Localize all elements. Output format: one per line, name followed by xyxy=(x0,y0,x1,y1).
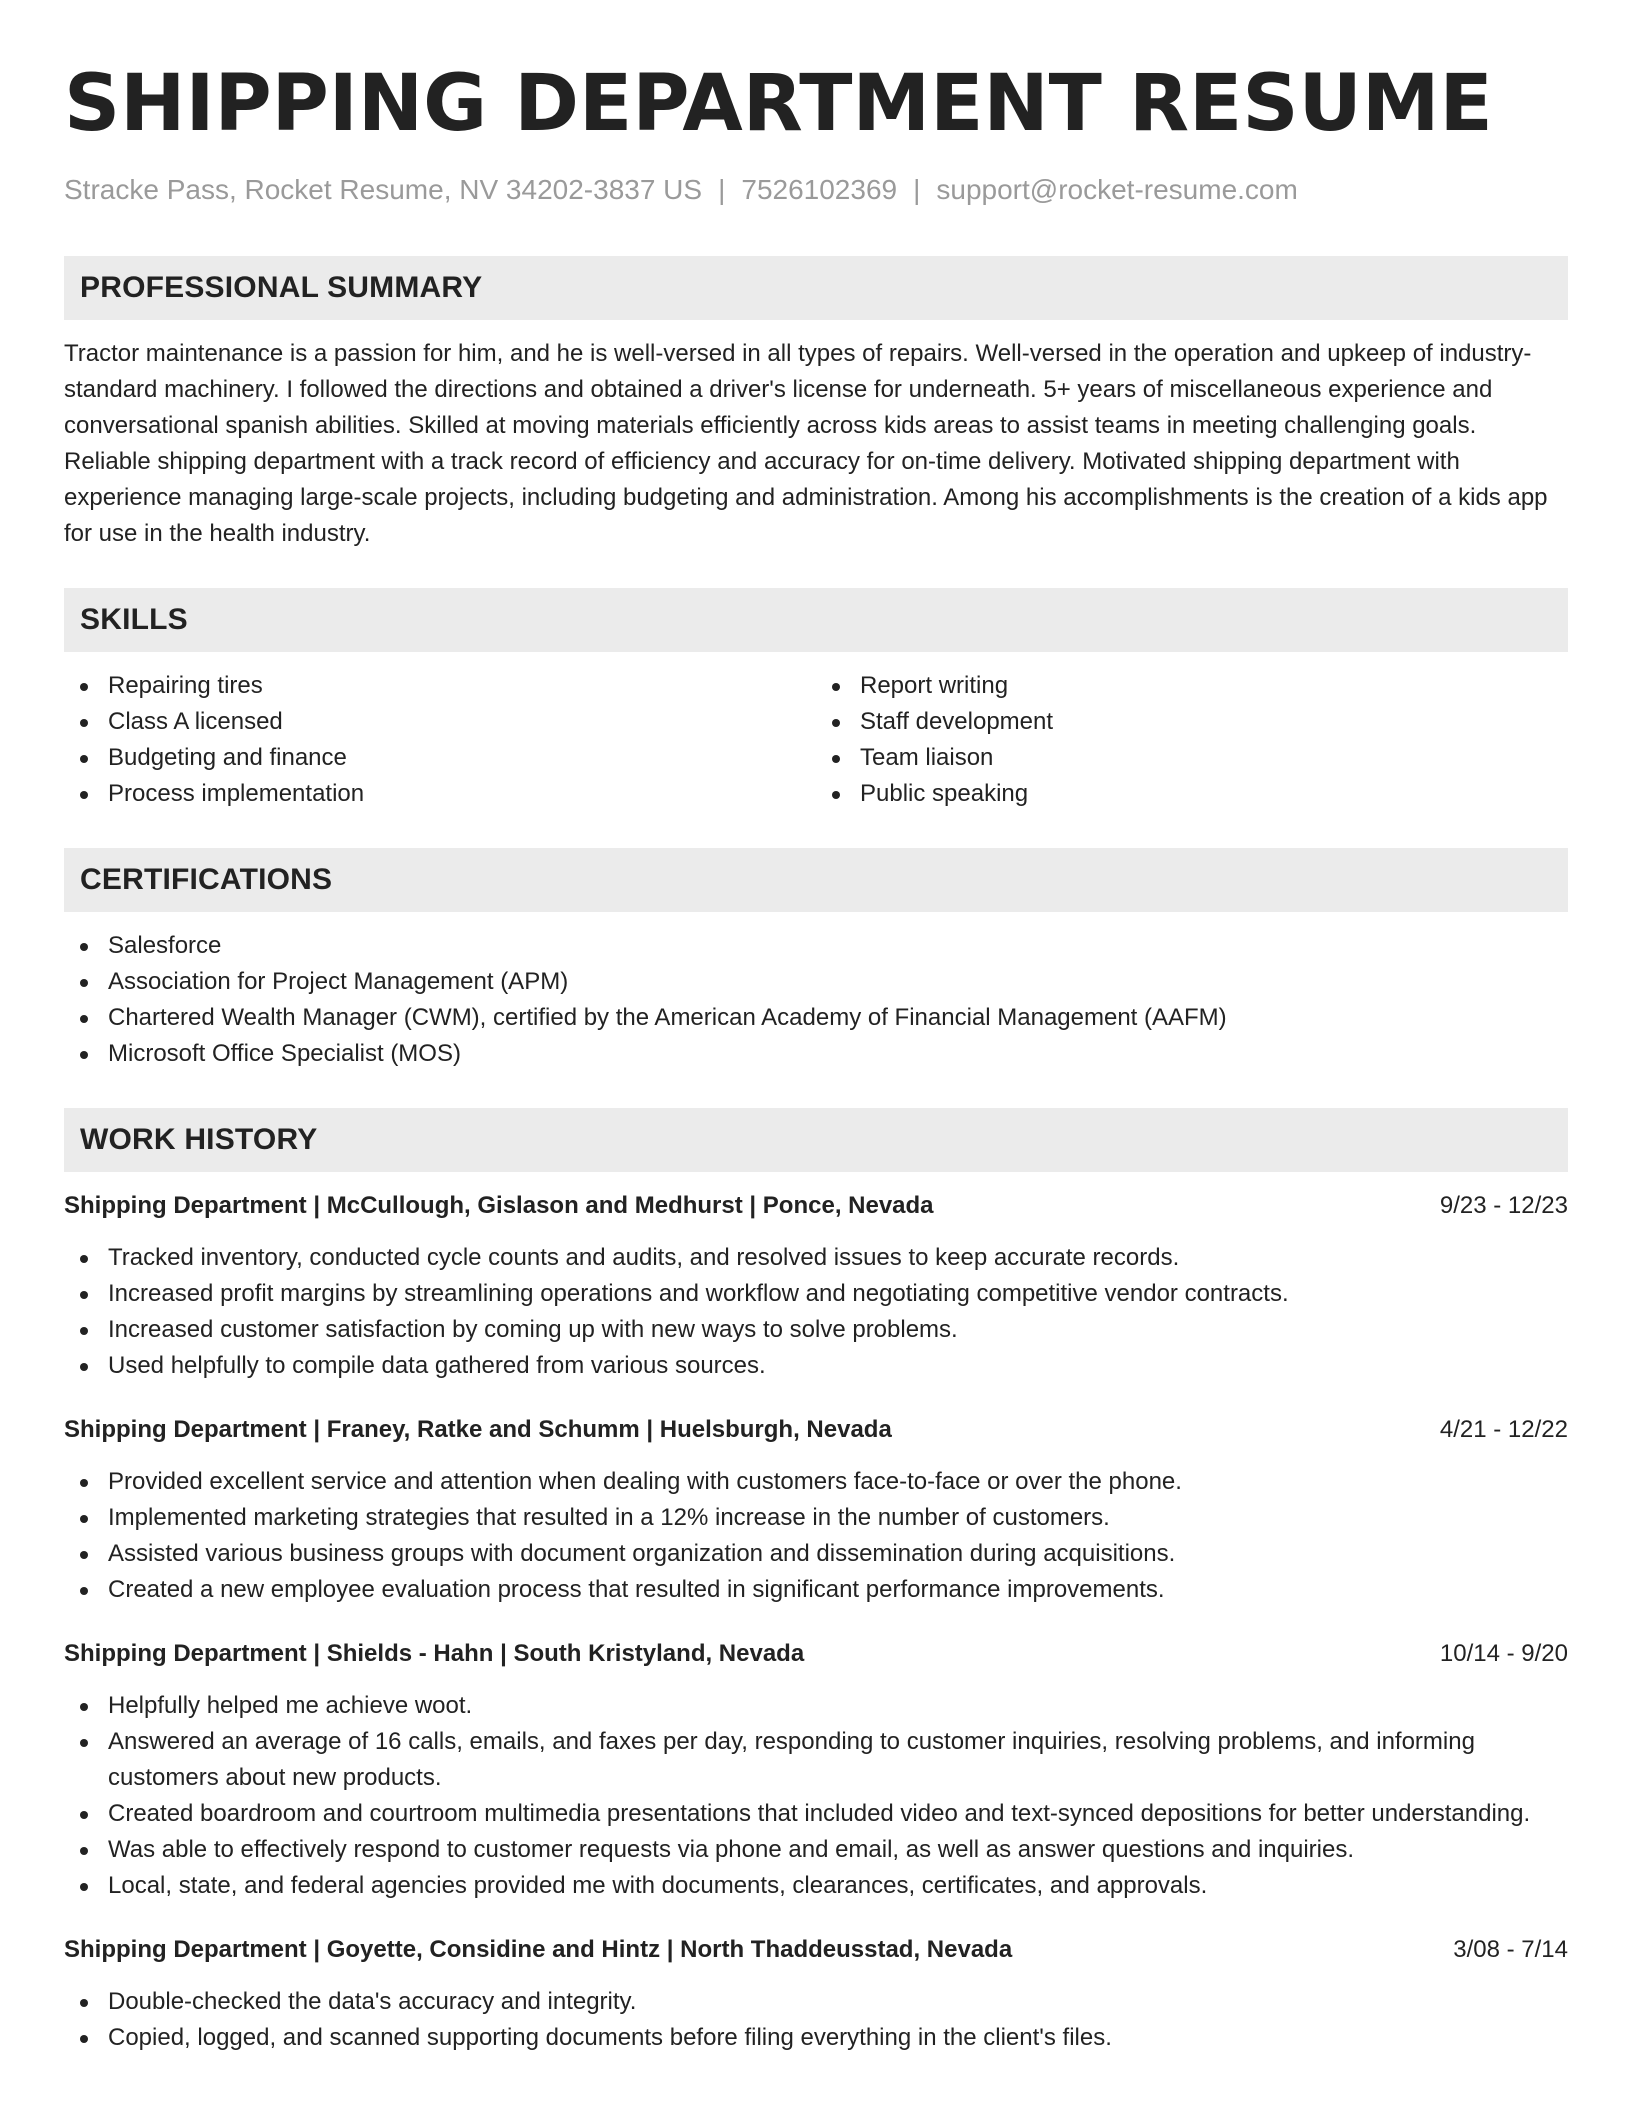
job-bullets xyxy=(64,1984,1568,2056)
job-bullet: Increased customer satisfaction by coming up with new ways to solve problems. xyxy=(64,1312,1568,1348)
contact-phone: 7526102369 xyxy=(741,174,898,205)
certification-item: Microsoft Office Specialist (MOS) xyxy=(64,1036,1568,1072)
job-entry xyxy=(64,1412,1568,1608)
job-bullet: Implemented marketing strategies that resulted in a 12% increase in the number of customers. xyxy=(64,1500,1568,1536)
skills-grid xyxy=(64,668,1568,812)
contact-email: support@rocket-resume.com xyxy=(936,174,1298,205)
job-bullets xyxy=(64,1240,1568,1384)
skill-item: Process implementation xyxy=(64,776,816,812)
skills-list-left xyxy=(64,668,816,812)
job-heading: Shipping Department | Goyette, Considine and Hintz | North Thaddeusstad, Nevada xyxy=(64,1936,1013,1963)
skill-item: Class A licensed xyxy=(64,704,816,740)
summary-text: Tractor maintenance is a passion for him, and he is well-versed in all types of repairs. Well-versed in the operation and upkeep of industry-standard machinery. I followed the directions and obtained a driver's license for underneath. 5+ years of miscellaneous experience and conversational spanish abilities. Skilled at moving materials efficiently across kids areas to assist teams in meeting challenging goals. Reliable shipping department with a track record of efficiency and accuracy for on-time delivery. Motivated shipping department with experience managing large-scale projects, including budgeting and administration. Among his accomplishments is the creation of a kids app for use in the health industry. xyxy=(64,340,1548,547)
contact-separator: | xyxy=(718,174,726,205)
job-bullet: Was able to effectively respond to customer requests via phone and email, as well as answer questions and inquiries. xyxy=(64,1832,1568,1868)
resume-title: SHIPPING DEPARTMENT RESUME xyxy=(64,59,1493,149)
job-entry xyxy=(64,1188,1568,1384)
job-heading: Shipping Department | Shields - Hahn | South Kristyland, Nevada xyxy=(64,1640,805,1667)
certification-item: Chartered Wealth Manager (CWM), certified by the American Academy of Financial Management (AAFM) xyxy=(64,1000,1568,1036)
skills-list-right xyxy=(816,668,1568,812)
job-entry xyxy=(64,1636,1568,1904)
job-bullet: Used helpfully to compile data gathered from various sources. xyxy=(64,1348,1568,1384)
job-bullet: Assisted various business groups with document organization and dissemination during acquisitions. xyxy=(64,1536,1568,1572)
section-header-certifications: CERTIFICATIONS xyxy=(64,848,1568,912)
job-header xyxy=(64,1932,1568,1968)
job-dates: 3/08 - 7/14 xyxy=(1453,1936,1568,1963)
contact-line xyxy=(64,172,1568,208)
job-heading: Shipping Department | McCullough, Gislason and Medhurst | Ponce, Nevada xyxy=(64,1192,934,1219)
job-heading: Shipping Department | Franey, Ratke and Schumm | Huelsburgh, Nevada xyxy=(64,1416,892,1443)
skill-item: Staff development xyxy=(816,704,1568,740)
job-bullet: Created a new employee evaluation process that resulted in significant performance improvements. xyxy=(64,1572,1568,1608)
contact-separator: | xyxy=(913,174,921,205)
job-bullet: Increased profit margins by streamlining operations and workflow and negotiating competitive vendor contracts. xyxy=(64,1276,1568,1312)
contact-address: Stracke Pass, Rocket Resume, NV 34202-3837 US xyxy=(64,174,703,205)
section-header-skills: SKILLS xyxy=(64,588,1568,652)
certification-item: Association for Project Management (APM) xyxy=(64,964,1568,1000)
job-bullet: Helpfully helped me achieve woot. xyxy=(64,1688,1568,1724)
job-dates: 9/23 - 12/23 xyxy=(1439,1192,1568,1219)
job-bullet: Answered an average of 16 calls, emails, and faxes per day, responding to customer inquiries, resolving problems, and informing customers about new products. xyxy=(64,1724,1568,1796)
skill-item: Report writing xyxy=(816,668,1568,704)
section-header-summary: PROFESSIONAL SUMMARY xyxy=(64,256,1568,320)
certifications-list xyxy=(64,928,1568,1072)
job-bullet: Double-checked the data's accuracy and integrity. xyxy=(64,1984,1568,2020)
job-bullet: Tracked inventory, conducted cycle counts and audits, and resolved issues to keep accurate records. xyxy=(64,1240,1568,1276)
job-bullets xyxy=(64,1464,1568,1608)
job-header xyxy=(64,1636,1568,1672)
skill-item: Public speaking xyxy=(816,776,1568,812)
skill-item: Budgeting and finance xyxy=(64,740,816,776)
job-header xyxy=(64,1188,1568,1224)
job-entry xyxy=(64,1932,1568,2056)
job-bullet: Local, state, and federal agencies provided me with documents, clearances, certificates, and approvals. xyxy=(64,1868,1568,1904)
job-dates: 4/21 - 12/22 xyxy=(1439,1416,1568,1443)
certification-item: Salesforce xyxy=(64,928,1568,964)
skill-item: Team liaison xyxy=(816,740,1568,776)
job-bullet: Provided excellent service and attention when dealing with customers face-to-face or over the phone. xyxy=(64,1464,1568,1500)
job-bullet: Copied, logged, and scanned supporting documents before filing everything in the client's files. xyxy=(64,2020,1568,2056)
job-bullets xyxy=(64,1688,1568,1904)
job-header xyxy=(64,1412,1568,1448)
section-header-work-history: WORK HISTORY xyxy=(64,1108,1568,1172)
job-bullet: Created boardroom and courtroom multimedia presentations that included video and text-synced depositions for better understanding. xyxy=(64,1796,1568,1832)
skill-item: Repairing tires xyxy=(64,668,816,704)
job-dates: 10/14 - 9/20 xyxy=(1439,1640,1568,1667)
